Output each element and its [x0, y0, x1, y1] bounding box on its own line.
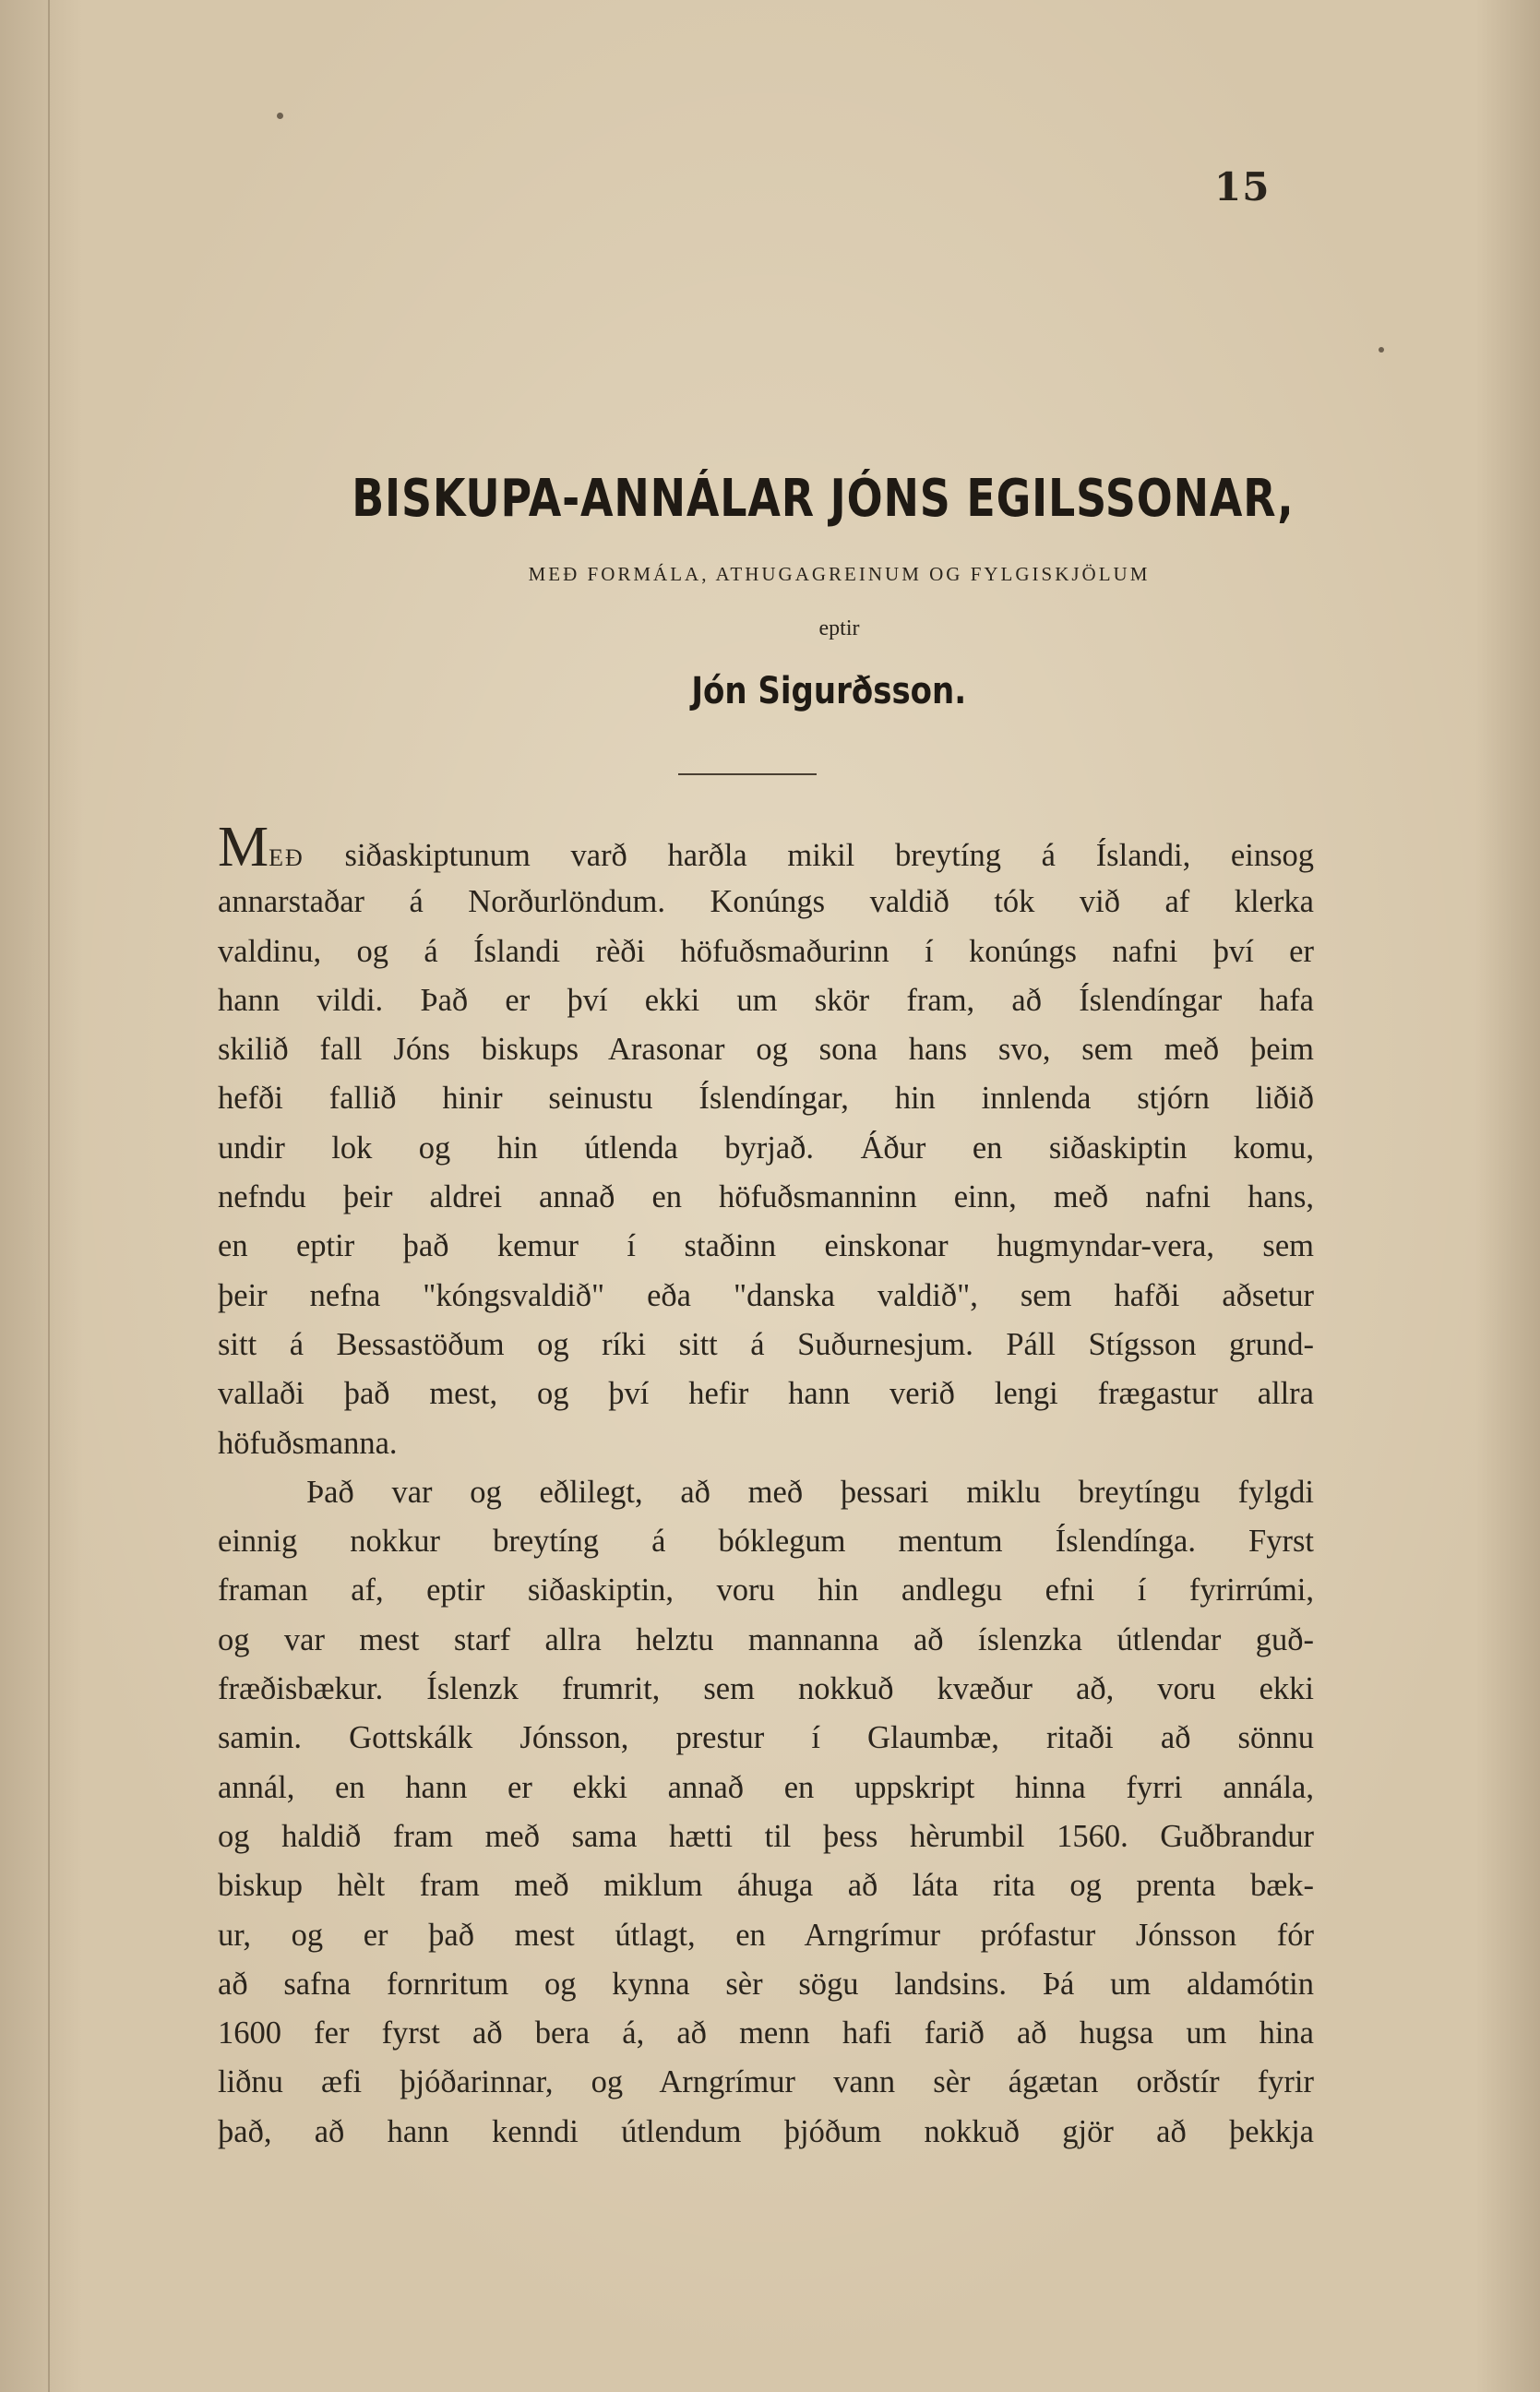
page-title: BISKUPA-ANNÁLAR JÓNS EGILSSONAR,	[352, 469, 1295, 529]
text-line: að safna fornritum og kynna sèr sögu landsins. Þá um aldamótin	[218, 1966, 1314, 2002]
body-text	[218, 816, 1315, 2157]
text-line: nefndu þeir aldrei annað en höfuðsmanninn einn, með nafni hans,	[218, 1179, 1314, 1215]
author-name: Jón Sigurðsson.	[691, 670, 967, 712]
text-line: þeir nefna "kóngsvaldið" eða "danska valdið", sem hafði aðsetur	[218, 1277, 1314, 1313]
text-line: undir lok og hin útlenda byrjað. Áður en siðaskiptin komu,	[218, 1130, 1314, 1166]
text-line: hann vildi. Það er því ekki um skör fram, að Íslendíngar hafa	[218, 982, 1314, 1018]
first-word-rest: EÐ	[269, 844, 304, 871]
text-line: einnig nokkur breytíng á bóklegum mentum Íslendínga. Fyrst	[218, 1524, 1314, 1560]
text-line: skilið fall Jóns biskups Arasonar og sona hans svo, sem með þeim	[218, 1032, 1314, 1068]
section-divider	[678, 773, 817, 775]
text-line: annál, en hann er ekki annað en uppskript hinna fyrri annála,	[218, 1769, 1314, 1805]
text-line: samin. Gottskálk Jónsson, prestur í Glaumbæ, ritaði að sönnu	[218, 1720, 1314, 1756]
text-line: vallaði það mest, og því hefir hann verið lengi frægastur allra	[218, 1376, 1314, 1412]
page-number: 15	[1214, 164, 1271, 209]
text-line: annarstaðar á Norðurlöndum. Konúngs valdið tók við af klerka	[218, 884, 1314, 920]
text-line-content: siðaskiptunum varð harðla mikil breytíng á Íslandi, einsog	[344, 838, 1315, 873]
text-line: 1600 fer fyrst að bera á, að menn hafi farið að hugsa um hina	[218, 2015, 1314, 2051]
text-line: það, að hann kenndi útlendum þjóðum nokkuð gjör að þekkja	[218, 2113, 1314, 2149]
text-line	[218, 816, 1315, 879]
text-line: sitt á Bessastöðum og ríki sitt á Suðurnesjum. Páll Stígsson grund-	[218, 1326, 1314, 1362]
text-line: ur, og er það mest útlagt, en Arngrímur prófastur Jónsson fór	[218, 1917, 1314, 1953]
text-line: höfuðsmanna.	[218, 1425, 398, 1461]
text-line: en eptir það kemur í staðinn einskonar hugmyndar-vera, sem	[218, 1228, 1314, 1264]
page-gutter-edge	[48, 0, 50, 2392]
text-line: framan af, eptir siðaskiptin, voru hin andlegu efni í fyrirrúmi,	[218, 1573, 1314, 1609]
text-line: valdinu, og á Íslandi rèði höfuðsmaðurinn í konúngs nafni því er	[218, 933, 1314, 969]
text-line: Það var og eðlilegt, að með þessari miklu breytíngu fylgdi	[306, 1474, 1314, 1510]
text-line: og var mest starf allra helztu mannanna að íslenzka útlendar guð-	[218, 1621, 1314, 1657]
text-line: og haldið fram með sama hætti til þess hèrumbil 1560. Guðbrandur	[218, 1818, 1314, 1854]
paper-speck	[1379, 347, 1384, 353]
by-line-label: eptir	[818, 616, 860, 640]
drop-cap: M	[218, 816, 269, 879]
paper-speck	[277, 113, 283, 119]
text-line: fræðisbækur. Íslenzk frumrit, sem nokkuð kvæður að, voru ekki	[218, 1671, 1314, 1707]
text-line: hefði fallið hinir seinustu Íslendíngar, hin innlenda stjórn liðið	[218, 1081, 1314, 1117]
text-line: biskup hèlt fram með miklum áhuga að láta rita og prenta bæk-	[218, 1868, 1314, 1904]
title-subtitle: MEÐ FORMÁLA, ATHUGAGREINUM OG FYLGISKJÖLUM	[528, 563, 1151, 585]
text-line: liðnu æfi þjóðarinnar, og Arngrímur vann sèr ágætan orðstír fyrir	[218, 2064, 1314, 2100]
